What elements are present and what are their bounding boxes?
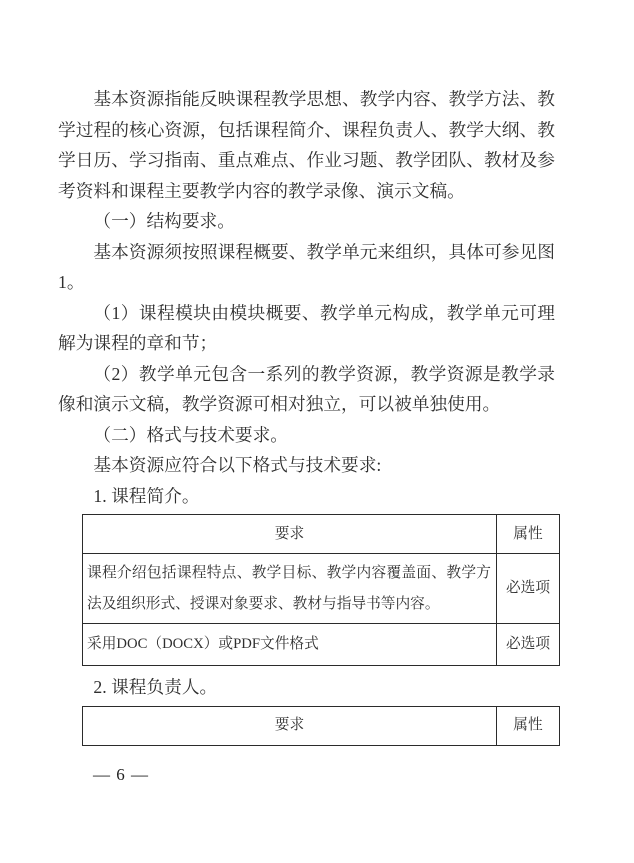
page-number: — 6 —: [93, 765, 149, 784]
numbered-item-course-intro: 1. 课程简介。: [93, 485, 200, 506]
course-intro-requirements-table: [82, 514, 560, 666]
table-header-requirement: 要求: [83, 515, 497, 554]
table-header-requirement: 要求: [83, 706, 497, 745]
requirement-cell-course-description: 课程介绍包括课程特点、教学目标、教学内容覆盖面、教学方法及组织形式、授课对象要求、教材与指导书等内容。: [83, 554, 497, 624]
page-body: [58, 84, 555, 746]
paragraph-format-intro: 基本资源应符合以下格式与技术要求:: [93, 455, 382, 475]
table-header-row: [83, 515, 560, 554]
table-row: [83, 624, 560, 666]
section-heading-structure-requirements: （一）结构要求。: [93, 211, 235, 231]
numbered-item-course-leader: 2. 课程负责人。: [93, 677, 218, 697]
attribute-cell-required: 必选项: [497, 624, 560, 666]
paragraph-structure-organization: 基本资源须按照课程概要、教学单元来组织，具体可参见图1。: [58, 241, 555, 292]
table-header-attribute: 属性: [497, 706, 560, 745]
paragraph-basic-resources-intro: 基本资源指能反映课程教学思想、教学内容、教学方法、教学过程的核心资源，包括课程简介、课程负责人、教学大纲、教学日历、学习指南、重点难点、作业习题、教学团队、教材及参考资料和课程主要教学内容的教学录像、演示文稿。: [58, 89, 555, 201]
course-leader-requirements-table: [82, 706, 560, 746]
table-header-attribute: 属性: [497, 515, 560, 554]
paragraph-course-module: （1）课程模块由模块概要、教学单元构成，教学单元可理解为课程的章和节；: [58, 302, 555, 353]
attribute-cell-required: 必选项: [497, 554, 560, 624]
paragraph-teaching-unit: （2）教学单元包含一系列的教学资源，教学资源是教学录像和演示文稿，教学资源可相对独立，可以被单独使用。: [58, 363, 555, 414]
requirement-cell-file-format: 采用DOC（DOCX）或PDF文件格式: [83, 624, 497, 666]
table-header-row: [83, 706, 560, 745]
table-row: [83, 554, 560, 624]
section-heading-format-requirements: （二）格式与技术要求。: [93, 424, 288, 445]
